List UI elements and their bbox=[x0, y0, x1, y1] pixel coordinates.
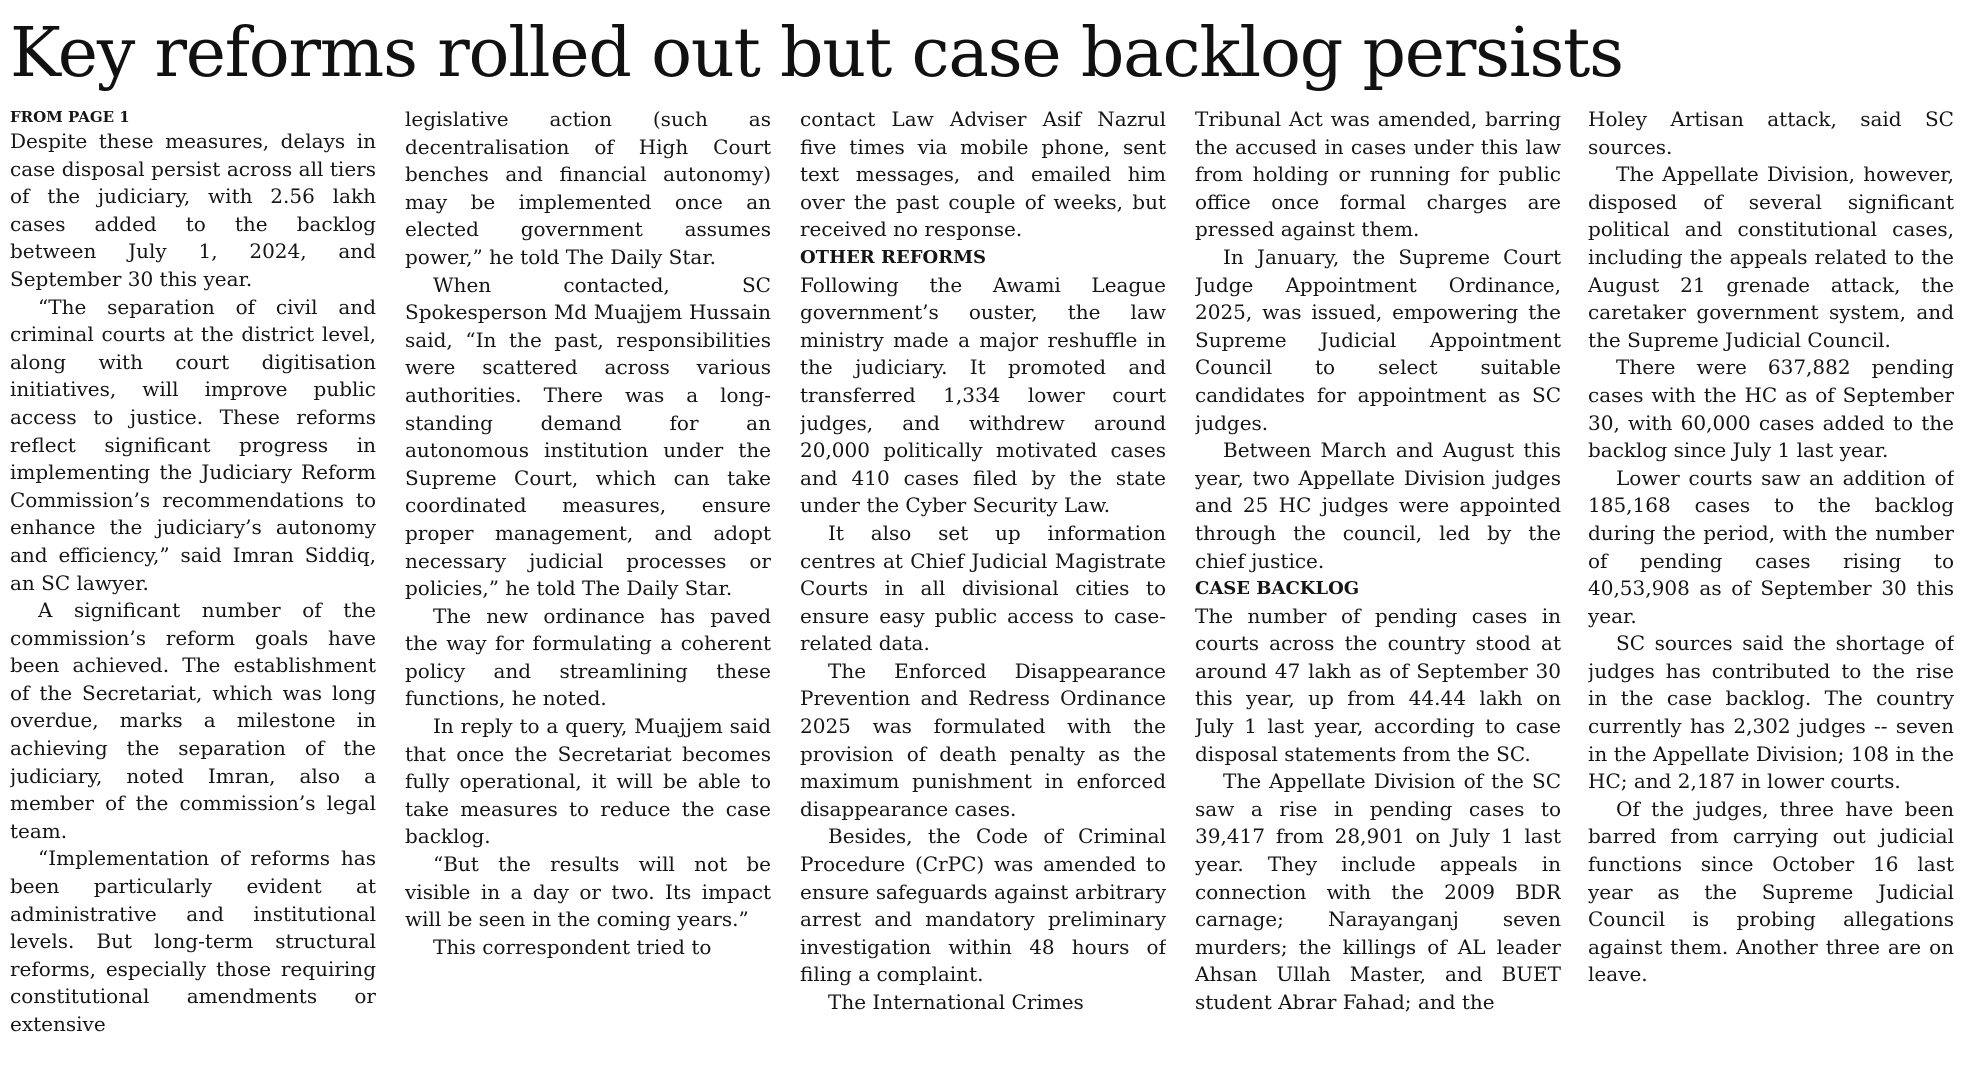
paragraph: Despite these measures, delays in case disposal persist across all tiers of the judiciary, with 2.56 lakh cases added to the backlog between July 1, 2024, and September 30 this year. bbox=[10, 129, 376, 291]
paragraph: Of the judges, three have been barred from carrying out judicial functions since October 16 last year as the Supreme Judicial Council is probing allegations against them. Another three are on leave. bbox=[1588, 796, 1954, 987]
paragraph: In reply to a query, Muajjem said that once the Secretariat becomes fully operational, it will be able to take measures to reduce the case backlog. bbox=[405, 714, 771, 849]
subhead-other-reforms: OTHER REFORMS bbox=[800, 246, 987, 268]
paragraph: SC sources said the shortage of judges has contributed to the rise in the case backlog. The country currently has 2,302 judges -- seven in the Appellate Division; 108 in the HC; and 2,187 in lower courts. bbox=[1588, 631, 1954, 794]
column-2 bbox=[405, 106, 771, 1086]
paragraph: contact Law Adviser Asif Nazrul five times via mobile phone, sent text messages, and emailed him over the past couple of weeks, but received no response. bbox=[800, 107, 1166, 242]
column-4 bbox=[1195, 106, 1561, 1086]
paragraph: “The separation of civil and criminal courts at the district level, along with court digitisation initiatives, will improve public access to justice. These reforms reflect significant progress in implementing the Judiciary Reform Commission’s recommendations to enhance the judiciary’s autonomy and efficiency,” said Imran Siddiq, an SC lawyer. bbox=[10, 294, 376, 595]
paragraph: legislative action (such as decentralisation of High Court benches and financial autonomy) may be implemented once an elected government assumes power,” he told The Daily Star. bbox=[405, 107, 771, 269]
kicker-from-page-1: FROM PAGE 1 bbox=[10, 108, 130, 126]
paragraph: Holey Artisan attack, said SC sources. bbox=[1588, 107, 1954, 159]
paragraph: The Appellate Division of the SC saw a rise in pending cases to 39,417 from 28,901 on July 1 last year. They include appeals in connection with the 2009 BDR carnage; Narayanganj seven murders; the killings of AL leader Ahsan Ullah Master, and BUET student Abrar Fahad; and the bbox=[1195, 769, 1561, 1014]
paragraph: The Appellate Division, however, disposed of several significant political and constitutional cases, including the appeals related to the August 21 grenade attack, the caretaker government system, and the Supreme Judicial Council. bbox=[1588, 162, 1954, 352]
paragraph: Tribunal Act was amended, barring the accused in cases under this law from holding or running for public office once formal charges are pressed against them. bbox=[1195, 107, 1561, 242]
paragraph: It also set up information centres at Chief Judicial Magistrate Courts in all divisional cities to ensure easy public access to case-related data. bbox=[800, 520, 1166, 656]
column-1 bbox=[10, 106, 376, 1086]
paragraph: When contacted, SC Spokesperson Md Muajjem Hussain said, “In the past, responsibilities were scattered across various authorities. There was a long-standing demand for an autonomous institution under the Supreme Court, which can take coordinated measures, ensure proper management, and adopt necessary judicial processes or policies,” he told The Daily Star. bbox=[405, 272, 771, 601]
paragraph: Following the Awami League government’s ouster, the law ministry made a major reshuffle in the judiciary. It promoted and transferred 1,334 lower court judges, and withdrew around 20,000 politically motivated cases and 410 cases filed by the state under the Cyber Security Law. bbox=[800, 272, 1166, 518]
paragraph: Between March and August this year, two Appellate Division judges and 25 HC judges were appointed through the council, led by the chief justice. bbox=[1195, 438, 1561, 573]
paragraph: The Enforced Disappearance Prevention and Redress Ordinance 2025 was formulated with the provision of death penalty as the maximum punishment in enforced disappearance cases. bbox=[800, 658, 1166, 821]
article-body bbox=[10, 106, 1954, 1086]
column-3 bbox=[800, 106, 1166, 1086]
paragraph: The new ordinance has paved the way for formulating a coherent policy and streamlining these functions, he noted. bbox=[405, 603, 771, 711]
paragraph: The number of pending cases in courts across the country stood at around 47 lakh as of September 30 this year, up from 44.44 lakh on July 1 last year, according to case disposal statements from the SC. bbox=[1195, 603, 1561, 766]
paragraph: The International Crimes bbox=[828, 990, 1084, 1014]
paragraph: This correspondent tried to bbox=[433, 934, 712, 959]
paragraph: Besides, the Code of Criminal Procedure (CrPC) was amended to ensure safeguards against arbitrary arrest and mandatory preliminary investigation within 48 hours of filing a complaint. bbox=[800, 824, 1166, 987]
paragraph: “Implementation of reforms has been particularly evident at administrative and institutional levels. But long-term structural reforms, especially those requiring constitutional amendments or extensive bbox=[10, 846, 376, 1036]
subhead-case-backlog: CASE BACKLOG bbox=[1195, 578, 1360, 600]
paragraph: Lower courts saw an addition of 185,168 cases to the backlog during the period, with the number of pending cases rising to 40,53,908 as of September 30 this year. bbox=[1588, 465, 1954, 628]
paragraph: In January, the Supreme Court Judge Appointment Ordinance, 2025, was issued, empowering the Supreme Judicial Appointment Council to select suitable candidates for appointment as SC judges. bbox=[1195, 244, 1561, 435]
headline: Key reforms rolled out but case backlog persists bbox=[10, 14, 1623, 93]
paragraph: A significant number of the commission’s reform goals have been achieved. The establishment of the Secretariat, which was long overdue, marks a milestone in achieving the separation of the judiciary, noted Imran, also a member of the commission’s legal team. bbox=[10, 598, 376, 843]
paragraph: “But the results will not be visible in a day or two. Its impact will be seen in the coming years.” bbox=[405, 852, 771, 932]
column-5 bbox=[1588, 106, 1954, 1086]
paragraph: There were 637,882 pending cases with the HC as of September 30, with 60,000 cases added to the backlog since July 1 last year. bbox=[1588, 355, 1954, 463]
